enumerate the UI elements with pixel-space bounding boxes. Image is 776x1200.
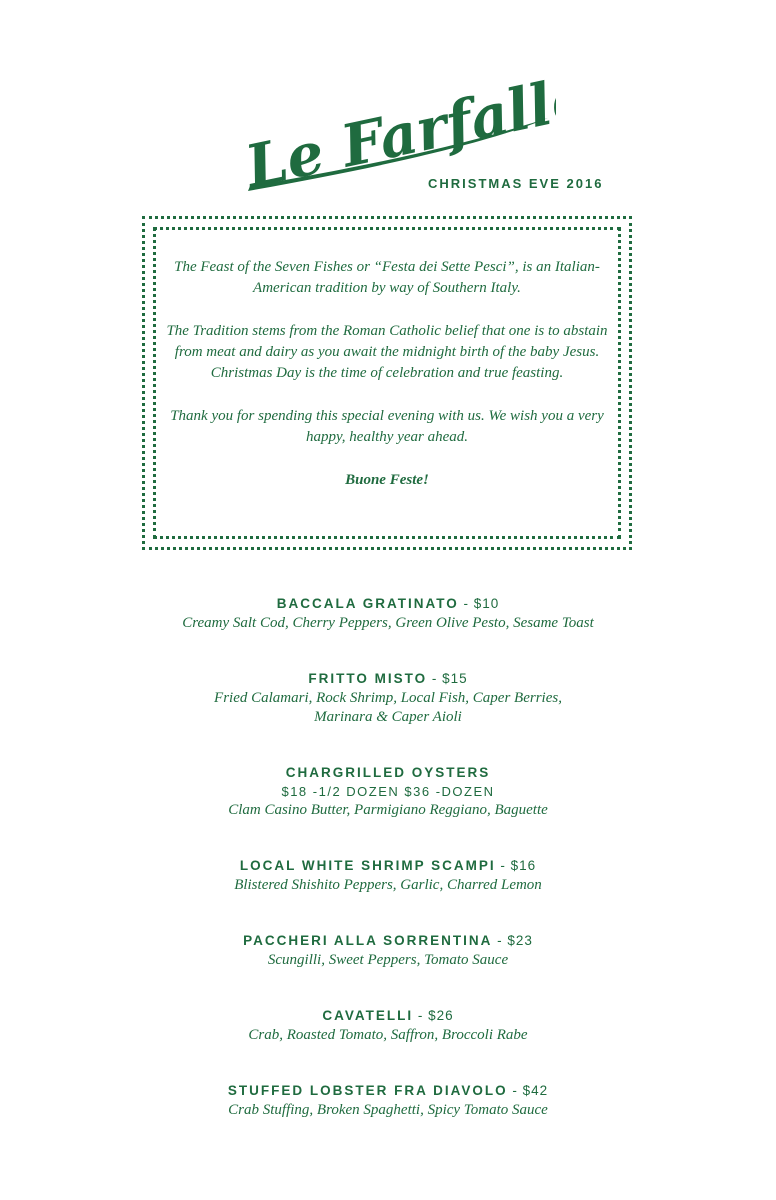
menu-item-name: BACCALA GRATINATO: [276, 596, 459, 611]
menu-item: [0, 1081, 776, 1120]
intro-paragraph-2: The Tradition stems from the Roman Catholic belief that one is to abstain from meat and dairy as you await the midnight birth of the baby Jesus. Christmas Day is the time of celebration and true feasting.: [166, 323, 608, 381]
menu-item-price: - $26: [413, 1008, 454, 1023]
menu-item-price: - $23: [492, 933, 533, 948]
menu-item: [0, 669, 776, 727]
menu-item-desc: Clam Casino Butter, Parmigiano Reggiano, Baguette: [228, 802, 548, 818]
menu-item-desc: Blistered Shishito Peppers, Garlic, Charred Lemon: [234, 877, 542, 893]
menu-item-price: - $42: [507, 1083, 549, 1098]
menu-item-name: CAVATELLI: [322, 1008, 414, 1023]
menu-item: [0, 1006, 776, 1045]
menu-item-desc: Crab, Roasted Tomato, Saffron, Broccoli Rabe: [248, 1027, 528, 1043]
menu-item-price: - $10: [458, 596, 500, 611]
menu-item-name: CHARGRILLED OYSTERS: [285, 765, 491, 780]
intro-paragraph-1: The Feast of the Seven Fishes or “Festa dei Sette Pesci”, is an Italian-American tradition by way of Southern Italy.: [174, 259, 600, 296]
menu-item-name: FRITTO MISTO: [308, 671, 428, 686]
menu-item-desc: Crab Stuffing, Broken Spaghetti, Spicy Tomato Sauce: [228, 1102, 548, 1118]
menu-item: [0, 931, 776, 970]
menu-item-pricing: $18 -1/2 DOZEN $36 -DOZEN: [281, 784, 495, 799]
menu-item-name: STUFFED LOBSTER FRA DIAVOLO: [227, 1083, 508, 1098]
intro-paragraph-3: Thank you for spending this special evening with us. We wish you a very happy, healthy year ahead.: [170, 408, 604, 445]
intro-text: [165, 257, 609, 491]
event-subtitle: CHRISTMAS EVE 2016: [428, 176, 604, 191]
menu-item-desc: Scungilli, Sweet Peppers, Tomato Sauce: [267, 952, 509, 968]
intro-closing: Buone Feste!: [345, 472, 429, 488]
menu-item: [0, 594, 776, 633]
menu-item-name: PACCHERI ALLA SORRENTINA: [243, 933, 493, 948]
menu-item: [0, 856, 776, 895]
intro-frame: [142, 216, 632, 550]
menu-item-price: - $15: [427, 671, 468, 686]
menu-item-price: - $16: [495, 858, 537, 873]
menu-item-name: LOCAL WHITE SHRIMP SCAMPI: [239, 858, 496, 873]
logo-wordmark: Le Farfalle: [239, 62, 556, 198]
menu-item: [0, 763, 776, 820]
menu-item-desc: Fried Calamari, Rock Shrimp, Local Fish, Caper Berries, Marinara & Caper Aioli: [214, 690, 562, 725]
menu-list: [0, 594, 776, 1120]
menu-item-desc: Creamy Salt Cod, Cherry Peppers, Green Olive Pesto, Sesame Toast: [182, 615, 594, 631]
